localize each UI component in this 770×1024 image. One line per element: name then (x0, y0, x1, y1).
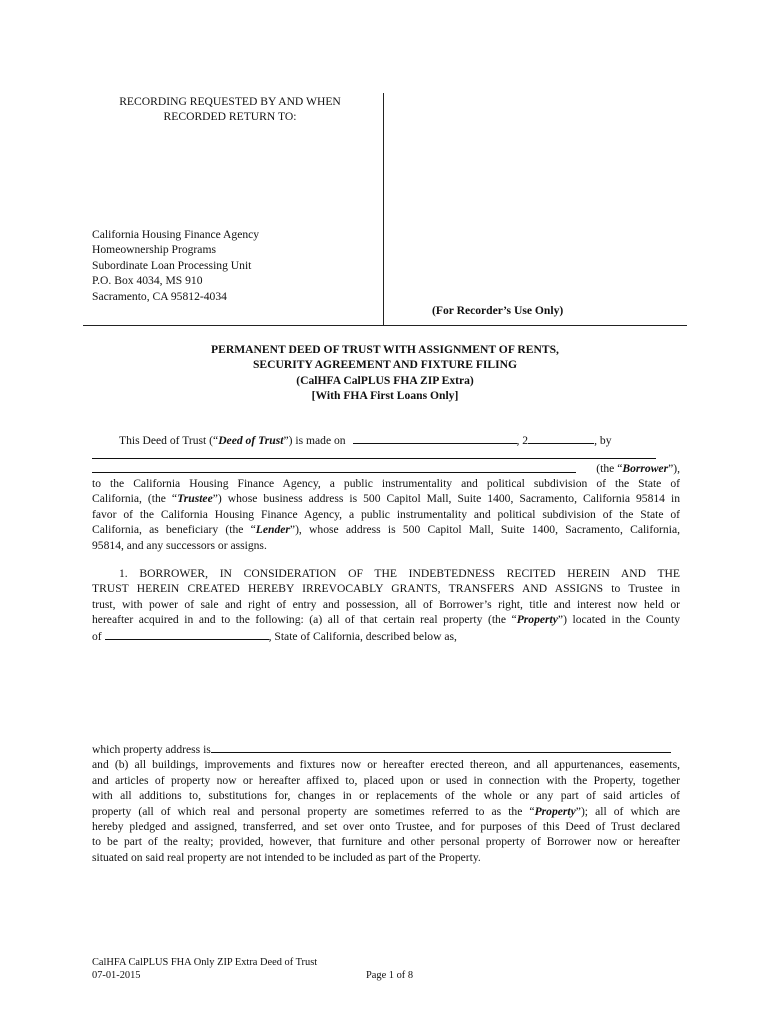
section1-text: of (92, 629, 102, 643)
property-line: with all additions to, substitutions for, changes in or replacements of the whole or any part of said articles of (92, 789, 680, 803)
defined-term-borrower: Borrower (622, 462, 669, 475)
intro-line-2 (92, 461, 680, 477)
intro-text: ”), whose address is 500 Capitol Mall, Suite 1400, Sacramento, California, (289, 523, 680, 537)
date-blank-field[interactable] (353, 432, 517, 444)
borrower-blank-line-1[interactable] (92, 458, 656, 459)
intro-line (92, 522, 680, 537)
intro-text: ”) whose business address is 500 Capitol Mall, Suite 1400, Sacramento, California 95814 in (212, 492, 680, 506)
intro-line: to the California Housing Finance Agency, a public instrumentality and political subdivision of the State of (92, 477, 680, 490)
section1-line: 1. BORROWER, IN CONSIDERATION OF THE INDEBTEDNESS RECITED HEREIN AND THE (119, 567, 680, 580)
intro-text: California, (the “ (92, 492, 178, 506)
intro-text: This Deed of Trust (“ (119, 434, 219, 447)
property-text: property (all of which real and personal property are sometimes referred to as the “ (92, 804, 535, 818)
recording-vertical-divider (383, 93, 384, 325)
section1-text: , State of California, described below as, (268, 629, 457, 643)
title-line: (CalHFA CalPLUS FHA ZIP Extra) (296, 373, 474, 387)
return-address-line: Homeownership Programs (92, 243, 216, 257)
return-address-line: Sacramento, CA 95812-4034 (92, 289, 227, 303)
intro-line: favor of the California Housing Finance Agency, a public instrumentality and political subdivision of the State of (92, 507, 680, 521)
intro-text: ”), (668, 462, 680, 475)
return-address-line: P.O. Box 4034, MS 910 (92, 274, 203, 288)
return-address (92, 227, 259, 304)
section-1 (92, 566, 680, 644)
property-text: ”); all of which are (575, 804, 680, 818)
defined-term-property: Property (534, 804, 576, 818)
intro-text: California, as beneficiary (the “ (92, 523, 256, 537)
defined-term-deed-of-trust: Deed of Trust (218, 434, 284, 447)
county-blank-field[interactable] (105, 628, 269, 640)
property-line: to be part of the realty; provided, however, that furniture and other personal property of Borrower now or hereafter (92, 835, 680, 849)
defined-term-trustee: Trustee (177, 492, 213, 506)
defined-term-lender: Lender (255, 523, 290, 537)
return-address-line: Subordinate Loan Processing Unit (92, 258, 252, 272)
section1-text: ”) located in the County (557, 613, 680, 627)
property-line: and (b) all buildings, improvements and fixtures now or hereafter erected thereon, and all appurtenances, easements, (92, 758, 680, 772)
return-address-line: California Housing Finance Agency (92, 228, 260, 241)
section1-line: TRUST HEREIN CREATED HEREBY IRREVOCABLY GRANTS, TRANSFERS AND ASSIGNS to Trustee in (92, 582, 680, 596)
intro-paragraph (92, 476, 680, 553)
section1-text: hereafter acquired in and to the following: (a) all of that certain real property (the “ (92, 613, 517, 627)
section1-line (92, 612, 680, 627)
intro-text: ”) is made on (283, 434, 346, 447)
intro-line: 95814, and any successors or assigns. (92, 538, 267, 552)
title-line: SECURITY AGREEMENT AND FIXTURE FILING (252, 358, 518, 372)
intro-text: (the “ (596, 462, 623, 475)
intro-line (92, 491, 680, 506)
year-blank-field[interactable] (528, 432, 594, 444)
document-title (83, 342, 687, 404)
recording-heading-line1: RECORDING REQUESTED BY AND WHEN (119, 95, 341, 108)
property-line: situated on said real property are not intended to be included as part of the Property. (92, 850, 481, 864)
property-line (92, 804, 680, 819)
property-paragraph (92, 741, 680, 865)
title-line: PERMANENT DEED OF TRUST WITH ASSIGNMENT OF RENTS, (211, 343, 559, 356)
property-line: and articles of property now or hereafter affixed to, placed upon or used in connection with the Property, together (92, 773, 680, 787)
recording-heading-line2: RECORDED RETURN TO: (163, 110, 297, 123)
intro-text: , by (594, 434, 612, 447)
defined-term-property: Property (516, 613, 558, 627)
page-number: Page 1 of 8 (366, 970, 414, 981)
footer-form-date: 07-01-2015 (92, 970, 141, 981)
property-text: which property address is (92, 743, 211, 756)
recorder-use-label: (For Recorder’s Use Only) (432, 304, 564, 317)
intro-text: , 2 (516, 434, 529, 447)
section1-line: trust, with power of sale and right of entry and possession, all of Borrower’s right, title and interest now held or (92, 597, 680, 611)
section1-line (92, 628, 680, 644)
footer-form-name: CalHFA CalPLUS FHA Only ZIP Extra Deed of Trust (92, 957, 318, 968)
property-line: hereby pledged and assigned, transferred, and set over onto Trustee, and for purposes of this Deed of Trust declared (92, 820, 680, 834)
intro-line-1 (119, 432, 611, 448)
property-address-blank-field[interactable] (211, 741, 671, 753)
property-line (92, 741, 680, 757)
borrower-blank-line-2[interactable] (92, 461, 576, 473)
recording-horizontal-divider (83, 325, 687, 326)
title-line: [With FHA First Loans Only] (311, 389, 459, 403)
